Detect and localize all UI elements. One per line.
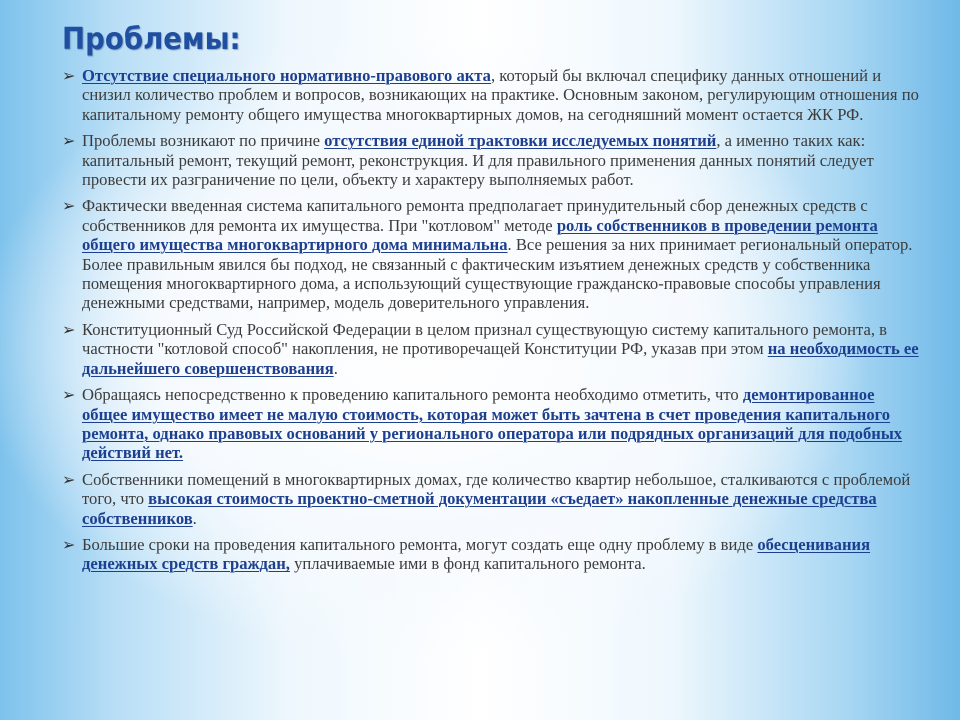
highlighted-text: Отсутствие специального нормативно-правового акта [82,66,491,85]
body-text: Конституционный Суд Российской Федерации в целом признал существующую систему капитального ремонта, в частности "котловой способ" накопления, не противоречащей Конституции РФ, указав при этом [82,319,887,359]
problem-list [62,66,922,581]
body-text: . [192,508,197,528]
arrow-bullet-icon: ➢ [62,385,76,405]
body-text: Собственники помещений в многоквартирных домах, где количество квартир небольшое, сталкиваются с проблемой того, что [82,469,911,509]
highlighted-text: высокая стоимость проектно-сметной документации «съедает» накопленные денежные средства собственников [82,489,877,528]
list-item [62,470,922,528]
list-item [62,66,922,124]
highlighted-text: демонтированное общее имущество имеет не малую стоимость, которая может быть зачтена в счет проведения капитального ремонта, однако правовых оснований у регионального оператора или подрядных организаций для подобных действий нет. [82,385,903,463]
arrow-bullet-icon: ➢ [62,66,76,85]
body-text: , а именно таких как: капитальный ремонт, текущий ремонт, реконструкция. И для правильного применения данных понятий следует провести их разграничение по цели, объекту и характеру выполняемых работ. [82,131,874,190]
body-text: Фактически введенная система капитального ремонта предполагает принудительный сбор денежных средств с собственников для ремонта их имущества. При "котловом" методе [82,196,868,235]
arrow-bullet-icon: ➢ [62,534,76,554]
body-text: . Все решения за них принимает региональный оператор. Более правильным явился бы подход, не связанный с фактическим изъятием денежных средств у собственника помещения многоквартирного дома, а использующий существующие гражданско-правовые способы управления денежными средствами, например, модель доверительного управления. [82,235,913,313]
highlighted-text: на необходимость ее дальнейшего совершенствования [82,339,919,378]
arrow-bullet-icon: ➢ [62,196,76,216]
list-item [62,196,922,312]
body-text: , который бы включал специфику данных отношений и снизил количество проблем и вопросов, возникающих на практике. Основным законом, регулирующим отношения по капитальному ремонту общего имущества многоквартирных домов, на сегодняшний момент остается ЖК РФ. [82,66,919,124]
body-text: Большие сроки на проведения капитального ремонта, могут создать еще одну проблему в виде [82,534,758,554]
list-item [62,320,922,378]
list-item [62,385,922,463]
body-text: уплачиваемые ими в фонд капитального ремонта. [289,554,646,574]
arrow-bullet-icon: ➢ [62,131,76,151]
highlighted-text: обесценивания денежных средств граждан, [82,534,871,574]
arrow-bullet-icon: ➢ [62,469,76,489]
list-item [62,131,922,189]
body-text: . [333,358,338,378]
highlighted-text: отсутствия единой трактовки исследуемых понятий [324,131,717,151]
arrow-bullet-icon: ➢ [62,319,76,339]
body-text: Обращаясь непосредственно к проведению капитального ремонта необходимо отметить, что [82,385,743,405]
body-text: Проблемы возникают по причине [82,131,325,151]
list-item [62,535,922,574]
slide-title: Проблемы: [62,22,241,57]
highlighted-text: роль собственников в проведении ремонта общего имущества многоквартирного дома минимальна [82,215,878,255]
